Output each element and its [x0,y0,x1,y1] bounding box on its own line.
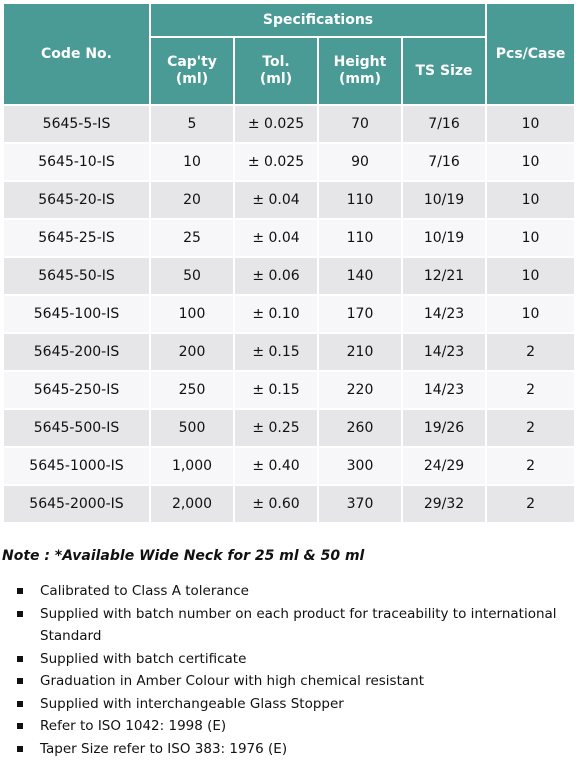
cell-code: 5645-200-IS [4,334,149,370]
table-row [4,372,574,408]
cell-ts-size: 7/16 [403,144,485,180]
header-specifications: Specifications [151,4,485,36]
cell-code: 5645-1000-IS [4,448,149,484]
header-height: Height (mm) [319,38,401,104]
cell-height: 300 [319,448,401,484]
square-bullet-icon [17,656,23,662]
cell-ts-size: 14/23 [403,334,485,370]
header-pcs-case: Pcs/Case [487,4,574,104]
list-item: Supplied with batch certificate [14,648,570,671]
cell-height: 110 [319,220,401,256]
cell-ts-size: 14/23 [403,296,485,332]
header-code-no: Code No. [4,4,149,104]
square-bullet-icon [17,678,23,684]
table-row [4,486,574,522]
table-row [4,410,574,446]
cell-capacity: 25 [151,220,233,256]
cell-pcs-case: 10 [487,144,574,180]
cell-height: 140 [319,258,401,294]
cell-capacity: 250 [151,372,233,408]
cell-code: 5645-2000-IS [4,486,149,522]
cell-tolerance: ± 0.04 [235,182,317,218]
square-bullet-icon [17,701,23,707]
cell-capacity: 2,000 [151,486,233,522]
header-tolerance: Tol. (ml) [235,38,317,104]
specifications-table [2,2,576,524]
cell-tolerance: ± 0.10 [235,296,317,332]
list-item: Graduation in Amber Colour with high chemical resistant [14,670,570,693]
table-row [4,182,574,218]
cell-code: 5645-100-IS [4,296,149,332]
cell-pcs-case: 10 [487,220,574,256]
table-body [4,106,574,522]
cell-tolerance: ± 0.60 [235,486,317,522]
cell-tolerance: ± 0.15 [235,372,317,408]
cell-code: 5645-250-IS [4,372,149,408]
cell-pcs-case: 2 [487,448,574,484]
cell-capacity: 5 [151,106,233,142]
cell-code: 5645-25-IS [4,220,149,256]
list-item: Calibrated to Class A tolerance [14,580,570,603]
cell-code: 5645-5-IS [4,106,149,142]
cell-ts-size: 24/29 [403,448,485,484]
cell-pcs-case: 10 [487,106,574,142]
cell-pcs-case: 2 [487,410,574,446]
cell-ts-size: 29/32 [403,486,485,522]
list-item: Refer to ISO 1042: 1998 (E) [14,715,570,738]
cell-pcs-case: 2 [487,372,574,408]
cell-ts-size: 14/23 [403,372,485,408]
cell-tolerance: ± 0.025 [235,144,317,180]
list-item: Taper Size refer to ISO 383: 1976 (E) [14,738,570,761]
square-bullet-icon [17,746,23,752]
cell-code: 5645-500-IS [4,410,149,446]
cell-capacity: 100 [151,296,233,332]
square-bullet-icon [17,723,23,729]
cell-pcs-case: 2 [487,486,574,522]
table-row [4,144,574,180]
square-bullet-icon [17,588,23,594]
cell-pcs-case: 10 [487,258,574,294]
cell-code: 5645-10-IS [4,144,149,180]
header-capacity: Cap'ty (ml) [151,38,233,104]
list-item: Supplied with batch number on each product for traceability to international Standard [14,603,570,648]
cell-code: 5645-20-IS [4,182,149,218]
cell-ts-size: 10/19 [403,182,485,218]
cell-capacity: 10 [151,144,233,180]
cell-height: 220 [319,372,401,408]
cell-height: 70 [319,106,401,142]
header-ts-size: TS Size [403,38,485,104]
cell-tolerance: ± 0.25 [235,410,317,446]
table-row [4,334,574,370]
cell-pcs-case: 10 [487,296,574,332]
cell-height: 90 [319,144,401,180]
cell-capacity: 50 [151,258,233,294]
cell-height: 110 [319,182,401,218]
cell-pcs-case: 2 [487,334,574,370]
cell-tolerance: ± 0.15 [235,334,317,370]
cell-capacity: 500 [151,410,233,446]
cell-capacity: 20 [151,182,233,218]
cell-ts-size: 12/21 [403,258,485,294]
wide-neck-note: Note : *Available Wide Neck for 25 ml & 50 ml [2,548,365,564]
cell-height: 260 [319,410,401,446]
feature-list [14,580,570,760]
cell-height: 210 [319,334,401,370]
cell-height: 170 [319,296,401,332]
cell-capacity: 200 [151,334,233,370]
cell-tolerance: ± 0.06 [235,258,317,294]
square-bullet-icon [17,611,23,617]
cell-ts-size: 10/19 [403,220,485,256]
list-item: Supplied with interchangeable Glass Stopper [14,693,570,716]
cell-ts-size: 19/26 [403,410,485,446]
cell-tolerance: ± 0.40 [235,448,317,484]
cell-tolerance: ± 0.025 [235,106,317,142]
cell-ts-size: 7/16 [403,106,485,142]
table-row [4,448,574,484]
table-row [4,106,574,142]
table-row [4,258,574,294]
cell-code: 5645-50-IS [4,258,149,294]
cell-tolerance: ± 0.04 [235,220,317,256]
cell-pcs-case: 10 [487,182,574,218]
table-row [4,296,574,332]
table-row [4,220,574,256]
cell-height: 370 [319,486,401,522]
cell-capacity: 1,000 [151,448,233,484]
